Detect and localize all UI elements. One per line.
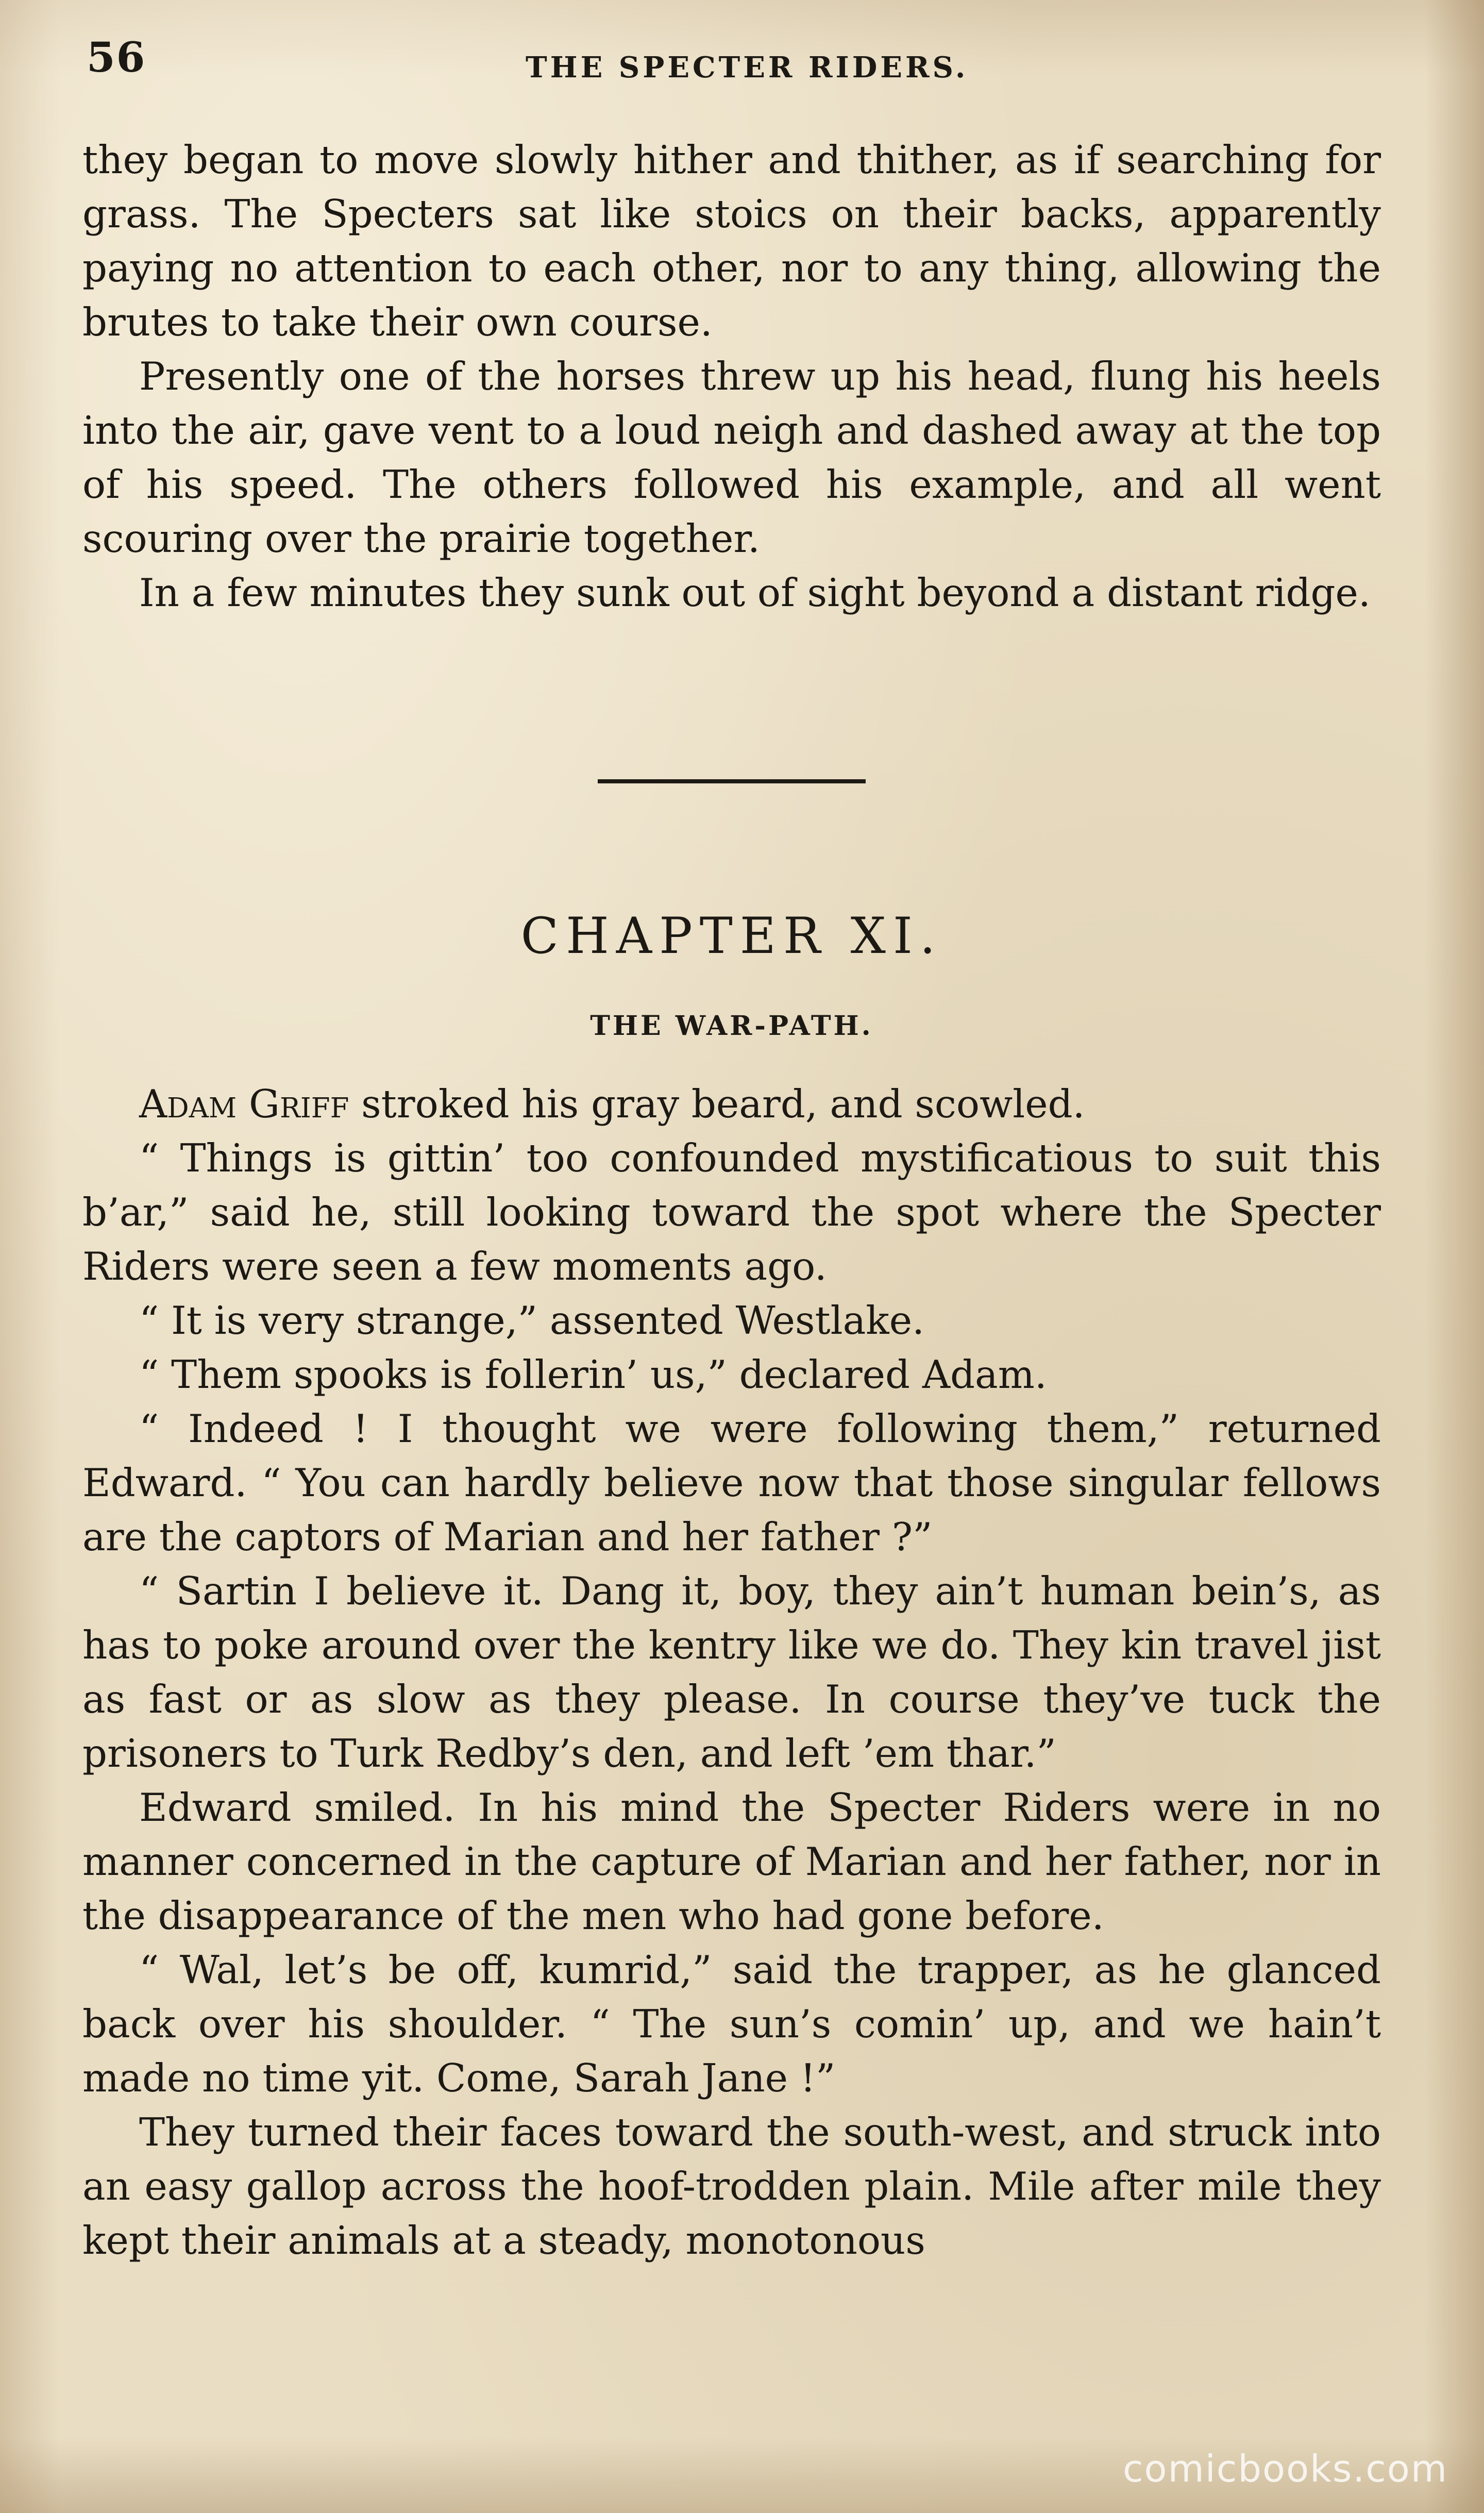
chapter-subtitle: THE WAR-PATH. (590, 1010, 873, 1042)
paragraph: “ Things is gittin’ too confounded mystificatious to suit this b’ar,” said he, still looking toward the spot where the Specter Riders were seen a few moments ago. (82, 1135, 1381, 1289)
section-rule (598, 779, 866, 783)
running-head (82, 33, 1371, 90)
paragraph: they began to move slowly hither and thither, as if searching for grass. The Specters sat like stoics on their backs, apparently paying no attention to each other, nor to any thing, allowing the brutes to take their own course. (82, 137, 1381, 345)
paragraph: “ Sartin I believe it. Dang it, boy, they ain’t human bein’s, as has to poke around over the kentry like we do. They kin travel jist as fast or as slow as they please. In course they’ve tuck the prisoners to Turk Redby’s den, and left ’em thar.” (82, 1568, 1381, 1776)
paragraph: They turned their faces toward the south-west, and struck into an easy gallop across the hoof-trodden plain. Mile after mile they kept their animals at a steady, monotonous (82, 2109, 1381, 2263)
watermark: comicbooks.com (1122, 2447, 1448, 2490)
paragraph: “ Indeed ! I thought we were following them,” returned Edward. “ You can hardly believe now that those singular fellows are the captors of Marian and her father ?” (82, 1406, 1381, 1560)
paragraph: “ It is very strange,” assented Westlake. (139, 1298, 924, 1343)
paragraph (82, 1077, 1381, 1131)
lead-words: Adam Griff (139, 1081, 349, 1127)
paragraph: Edward smiled. In his mind the Specter Riders were in no manner concerned in the capture of Marian and her father, nor in the disappearance of the men who had gone before. (82, 1785, 1381, 1938)
page-number: 56 (87, 33, 146, 81)
chapter-heading: CHAPTER XI. (520, 907, 943, 965)
running-title: THE SPECTER RIDERS. (526, 51, 969, 85)
chapter-text-block (82, 1077, 1381, 2268)
paragraph: “ Wal, let’s be off, kumrid,” said the trapper, as he glanced back over his shoulder. “ The sun’s comin’ up, and we hain’t made no time yit. Come, Sarah Jane !” (82, 1947, 1381, 2101)
top-text-block (82, 133, 1381, 620)
paragraph: Presently one of the horses threw up his head, flung his heels into the air, gave vent to a loud neigh and dashed away at the top of his speed. The others followed his example, and all went scouring over the prairie together. (82, 354, 1381, 561)
paragraph: In a few minutes they sunk out of sight beyond a distant ridge. (139, 570, 1371, 615)
paragraph: “ Them spooks is follerin’ us,” declared Adam. (139, 1352, 1047, 1397)
paragraph-text: stroked his gray beard, and scowled. (349, 1081, 1085, 1127)
